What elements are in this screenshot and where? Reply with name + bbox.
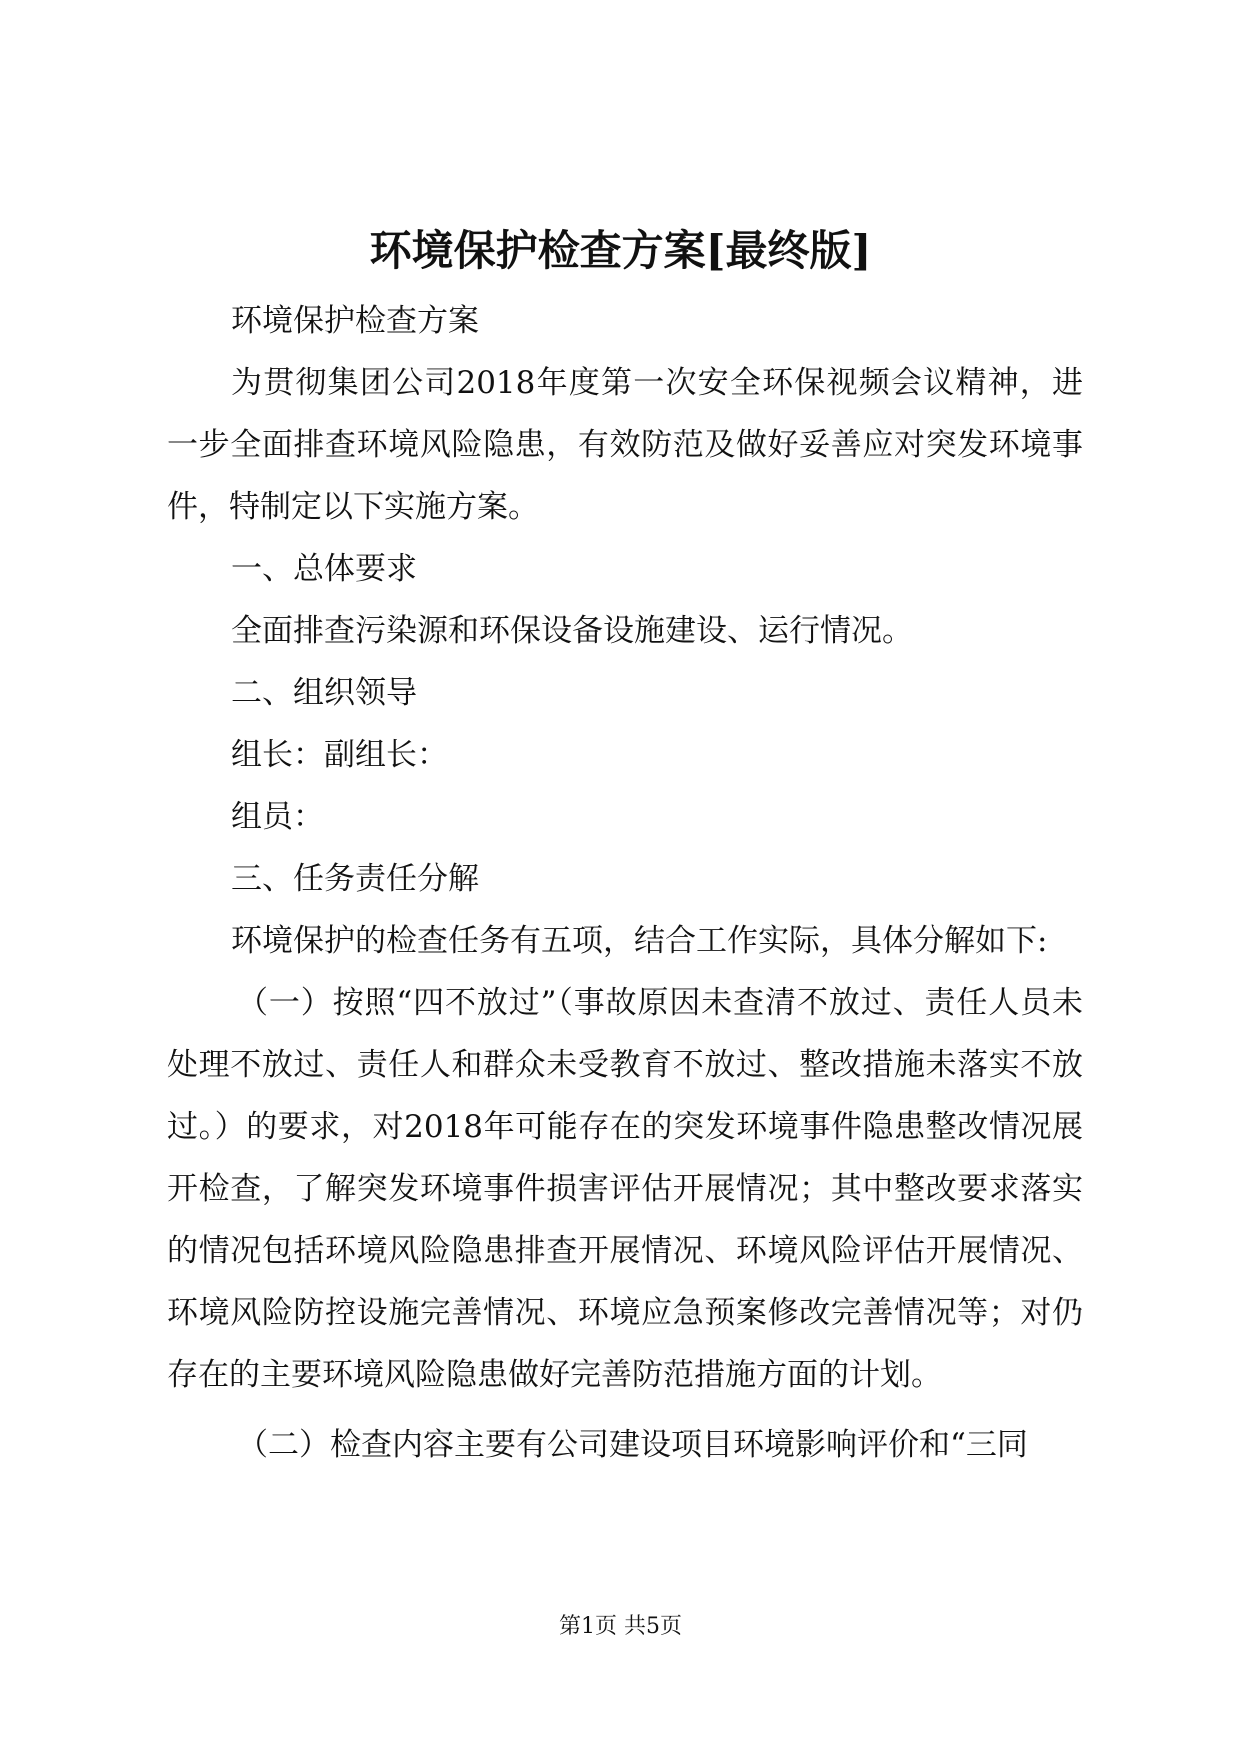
document-body [167, 290, 1083, 1476]
paragraph-subtitle: 环境保护检查方案 [231, 303, 479, 339]
section-heading-organization: 二、组织领导 [231, 675, 417, 711]
paragraph-intro: 为贯彻集团公司2018年度第一次安全环保视频会议精神，进一步全面排查环境风险隐患，有效防范及做好妥善应对突发环境事件，特制定以下实施方案。 [167, 365, 1083, 525]
paragraph-team-members: 组员： [231, 799, 324, 835]
paragraph-task-one: （一）按照“四不放过”（事故原因未查清不放过、责任人员未处理不放过、责任人和群众未受教育不放过、整改措施未落实不放过。）的要求，对2018年可能存在的突发环境事件隐患整改情况展开检查，了解突发环境事件损害评估开展情况；其中整改要求落实的情况包括环境风险隐患排查开展情况、环境风险评估开展情况、环境风险防控设施完善情况、环境应急预案修改完善情况等；对仍存在的主要环境风险隐患做好完善防范措施方面的计划。 [167, 985, 1083, 1393]
paragraph-task-two: （二）检查内容主要有公司建设项目环境影响评价和“三同 [237, 1427, 1028, 1463]
paragraph-general-requirements: 全面排查污染源和环保设备设施建设、运行情况。 [231, 613, 913, 649]
page-number-footer: 第1页 共5页 [559, 1614, 682, 1639]
paragraph-team-leaders: 组长：副组长： [231, 737, 448, 773]
section-heading-task-breakdown: 三、任务责任分解 [231, 861, 479, 897]
document-title: 环境保护检查方案[最终版] [369, 226, 872, 275]
paragraph-task-overview: 环境保护的检查任务有五项，结合工作实际，具体分解如下: [231, 923, 1048, 959]
section-heading-general-requirements: 一、总体要求 [231, 551, 417, 587]
